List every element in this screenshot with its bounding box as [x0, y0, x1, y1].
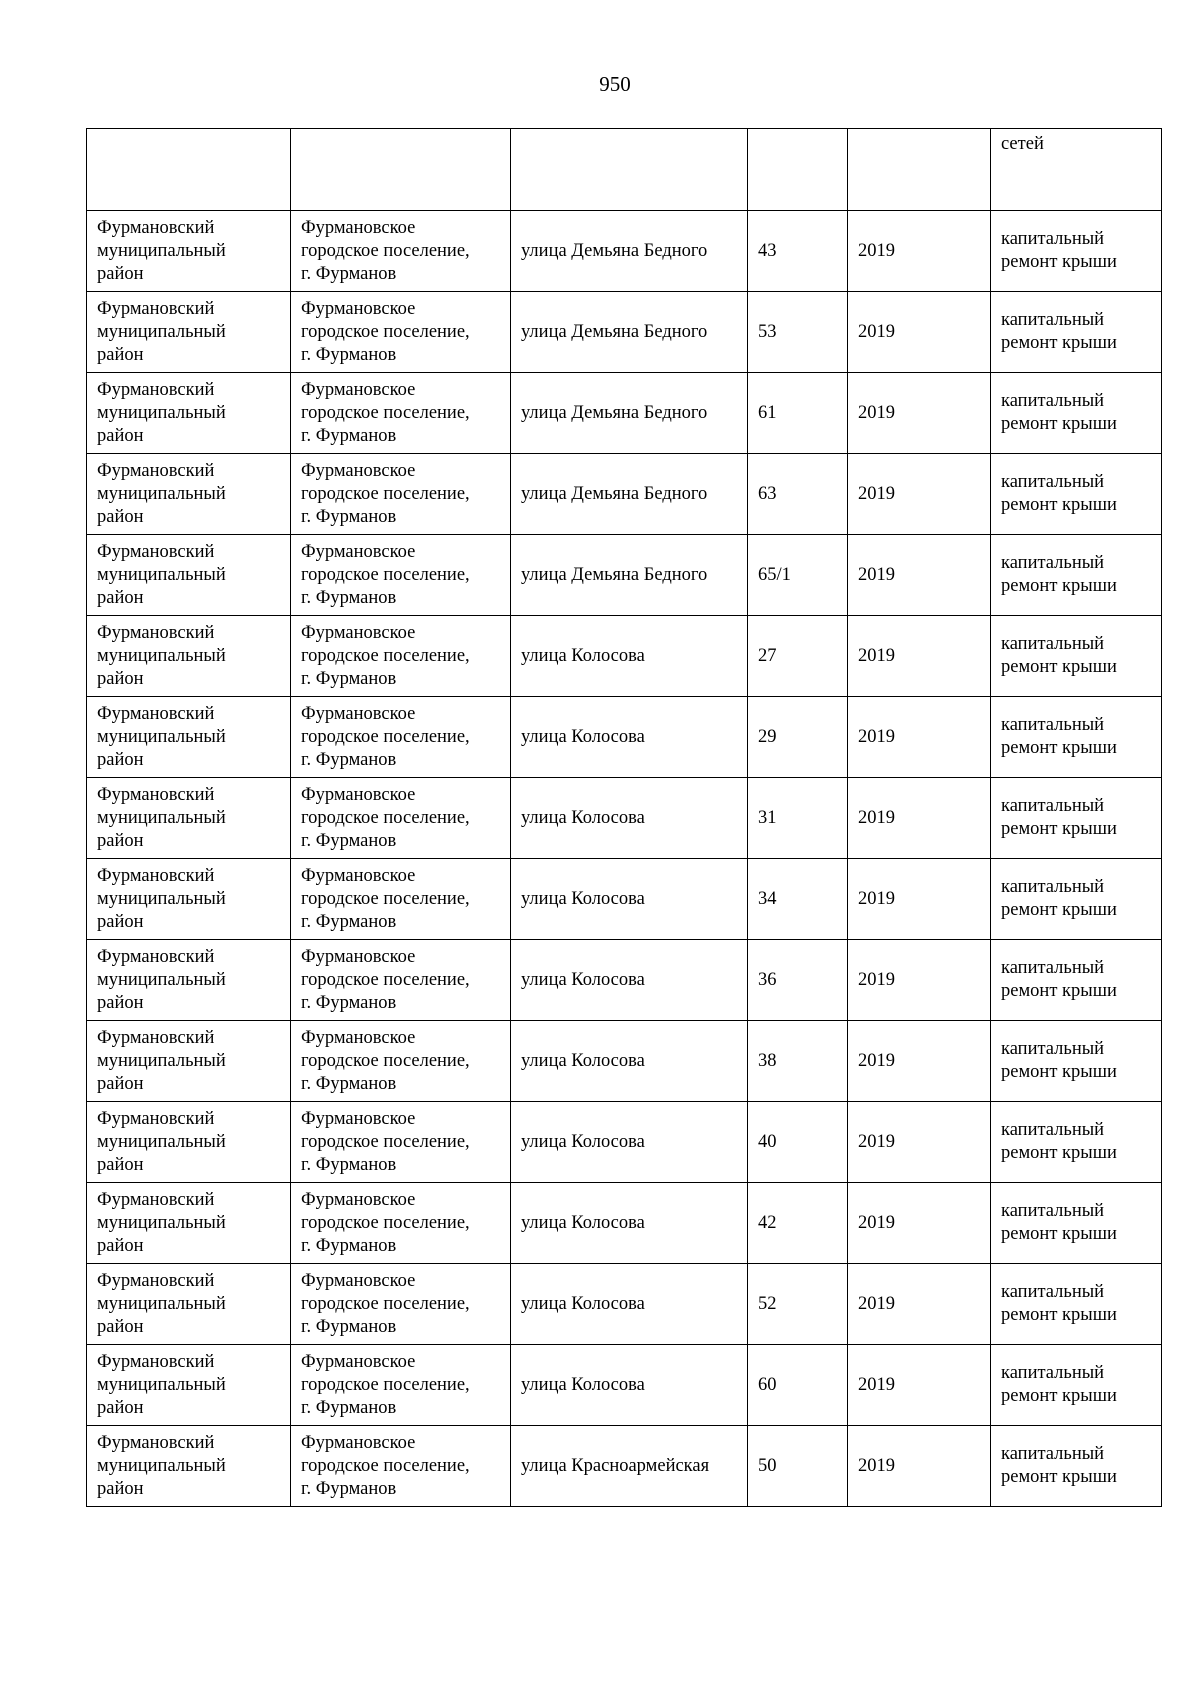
cell-settlement: Фурмановское городское поселение, г. Фурманов [291, 616, 511, 697]
cell-street: улица Колосова [511, 1021, 748, 1102]
cell-year: 2019 [848, 454, 991, 535]
cell-work-type: капитальный ремонт крыши [991, 1345, 1162, 1426]
table-row [87, 1264, 1162, 1345]
table-row-continuation [87, 129, 1162, 211]
table-row [87, 1426, 1162, 1507]
cell-street: улица Колосова [511, 778, 748, 859]
cell-street: улица Демьяна Бедного [511, 535, 748, 616]
cell-street: улица Колосова [511, 1102, 748, 1183]
cell-year [848, 129, 991, 211]
cell-district: Фурмановский муниципальный район [87, 940, 291, 1021]
cell-settlement: Фурмановское городское поселение, г. Фурманов [291, 1102, 511, 1183]
cell-settlement: Фурмановское городское поселение, г. Фурманов [291, 454, 511, 535]
cell-district: Фурмановский муниципальный район [87, 211, 291, 292]
table-row [87, 292, 1162, 373]
cell-year: 2019 [848, 292, 991, 373]
cell-year: 2019 [848, 211, 991, 292]
cell-settlement: Фурмановское городское поселение, г. Фурманов [291, 1426, 511, 1507]
cell-year: 2019 [848, 1264, 991, 1345]
cell-house: 63 [748, 454, 848, 535]
table-row [87, 1183, 1162, 1264]
cell-street: улица Колосова [511, 859, 748, 940]
cell-year: 2019 [848, 859, 991, 940]
cell-work-type: капитальный ремонт крыши [991, 1021, 1162, 1102]
table-row [87, 1345, 1162, 1426]
cell-district: Фурмановский муниципальный район [87, 1345, 291, 1426]
cell-district: Фурмановский муниципальный район [87, 454, 291, 535]
cell-house: 27 [748, 616, 848, 697]
cell-work-type: сетей [991, 129, 1162, 211]
cell-street: улица Демьяна Бедного [511, 211, 748, 292]
cell-settlement: Фурмановское городское поселение, г. Фурманов [291, 211, 511, 292]
table-row [87, 616, 1162, 697]
cell-settlement: Фурмановское городское поселение, г. Фурманов [291, 1264, 511, 1345]
cell-district: Фурмановский муниципальный район [87, 535, 291, 616]
cell-house: 61 [748, 373, 848, 454]
cell-street: улица Демьяна Бедного [511, 373, 748, 454]
cell-house: 38 [748, 1021, 848, 1102]
cell-year: 2019 [848, 1426, 991, 1507]
cell-work-type: капитальный ремонт крыши [991, 373, 1162, 454]
cell-settlement [291, 129, 511, 211]
cell-district: Фурмановский муниципальный район [87, 778, 291, 859]
cell-house: 60 [748, 1345, 848, 1426]
cell-work-type: капитальный ремонт крыши [991, 697, 1162, 778]
cell-work-type: капитальный ремонт крыши [991, 454, 1162, 535]
cell-house: 40 [748, 1102, 848, 1183]
cell-settlement: Фурмановское городское поселение, г. Фурманов [291, 940, 511, 1021]
cell-year: 2019 [848, 535, 991, 616]
cell-settlement: Фурмановское городское поселение, г. Фурманов [291, 1021, 511, 1102]
cell-year: 2019 [848, 1183, 991, 1264]
cell-house: 50 [748, 1426, 848, 1507]
cell-year: 2019 [848, 616, 991, 697]
cell-street: улица Колосова [511, 616, 748, 697]
cell-district [87, 129, 291, 211]
page-number: 950 [599, 72, 631, 96]
cell-district: Фурмановский муниципальный район [87, 616, 291, 697]
repair-register-table [86, 128, 1162, 1507]
cell-street: улица Демьяна Бедного [511, 454, 748, 535]
cell-year: 2019 [848, 778, 991, 859]
cell-house: 36 [748, 940, 848, 1021]
cell-settlement: Фурмановское городское поселение, г. Фурманов [291, 1345, 511, 1426]
cell-settlement: Фурмановское городское поселение, г. Фурманов [291, 1183, 511, 1264]
cell-work-type: капитальный ремонт крыши [991, 1426, 1162, 1507]
table-row [87, 1102, 1162, 1183]
cell-house: 65/1 [748, 535, 848, 616]
cell-house: 43 [748, 211, 848, 292]
cell-settlement: Фурмановское городское поселение, г. Фурманов [291, 373, 511, 454]
cell-house: 53 [748, 292, 848, 373]
cell-street: улица Колосова [511, 1183, 748, 1264]
table-row [87, 373, 1162, 454]
cell-work-type: капитальный ремонт крыши [991, 1183, 1162, 1264]
table-row [87, 940, 1162, 1021]
cell-street: улица Колосова [511, 940, 748, 1021]
cell-district: Фурмановский муниципальный район [87, 1183, 291, 1264]
cell-work-type: капитальный ремонт крыши [991, 1264, 1162, 1345]
cell-year: 2019 [848, 940, 991, 1021]
table-body [87, 129, 1162, 1507]
table-row [87, 859, 1162, 940]
cell-house: 34 [748, 859, 848, 940]
cell-settlement: Фурмановское городское поселение, г. Фурманов [291, 778, 511, 859]
cell-district: Фурмановский муниципальный район [87, 697, 291, 778]
cell-street: улица Демьяна Бедного [511, 292, 748, 373]
cell-street: улица Колосова [511, 1264, 748, 1345]
table-row [87, 211, 1162, 292]
cell-work-type: капитальный ремонт крыши [991, 778, 1162, 859]
cell-house: 31 [748, 778, 848, 859]
cell-district: Фурмановский муниципальный район [87, 1426, 291, 1507]
table-row [87, 1021, 1162, 1102]
cell-year: 2019 [848, 1102, 991, 1183]
cell-year: 2019 [848, 697, 991, 778]
cell-house: 42 [748, 1183, 848, 1264]
cell-district: Фурмановский муниципальный район [87, 1021, 291, 1102]
cell-district: Фурмановский муниципальный район [87, 859, 291, 940]
cell-district: Фурмановский муниципальный район [87, 292, 291, 373]
cell-work-type: капитальный ремонт крыши [991, 211, 1162, 292]
cell-work-type: капитальный ремонт крыши [991, 535, 1162, 616]
cell-year: 2019 [848, 1021, 991, 1102]
cell-district: Фурмановский муниципальный район [87, 373, 291, 454]
table-row [87, 454, 1162, 535]
table-row [87, 697, 1162, 778]
table-row [87, 778, 1162, 859]
cell-work-type: капитальный ремонт крыши [991, 292, 1162, 373]
cell-year: 2019 [848, 1345, 991, 1426]
cell-settlement: Фурмановское городское поселение, г. Фурманов [291, 859, 511, 940]
cell-street: улица Красноармейская [511, 1426, 748, 1507]
cell-work-type: капитальный ремонт крыши [991, 859, 1162, 940]
cell-house: 52 [748, 1264, 848, 1345]
cell-work-type: капитальный ремонт крыши [991, 940, 1162, 1021]
cell-settlement: Фурмановское городское поселение, г. Фурманов [291, 697, 511, 778]
table-row [87, 535, 1162, 616]
cell-work-type: капитальный ремонт крыши [991, 1102, 1162, 1183]
cell-street: улица Колосова [511, 1345, 748, 1426]
cell-district: Фурмановский муниципальный район [87, 1102, 291, 1183]
cell-work-type: капитальный ремонт крыши [991, 616, 1162, 697]
cell-settlement: Фурмановское городское поселение, г. Фурманов [291, 535, 511, 616]
cell-house [748, 129, 848, 211]
cell-settlement: Фурмановское городское поселение, г. Фурманов [291, 292, 511, 373]
cell-street: улица Колосова [511, 697, 748, 778]
cell-street [511, 129, 748, 211]
cell-district: Фурмановский муниципальный район [87, 1264, 291, 1345]
cell-year: 2019 [848, 373, 991, 454]
cell-house: 29 [748, 697, 848, 778]
